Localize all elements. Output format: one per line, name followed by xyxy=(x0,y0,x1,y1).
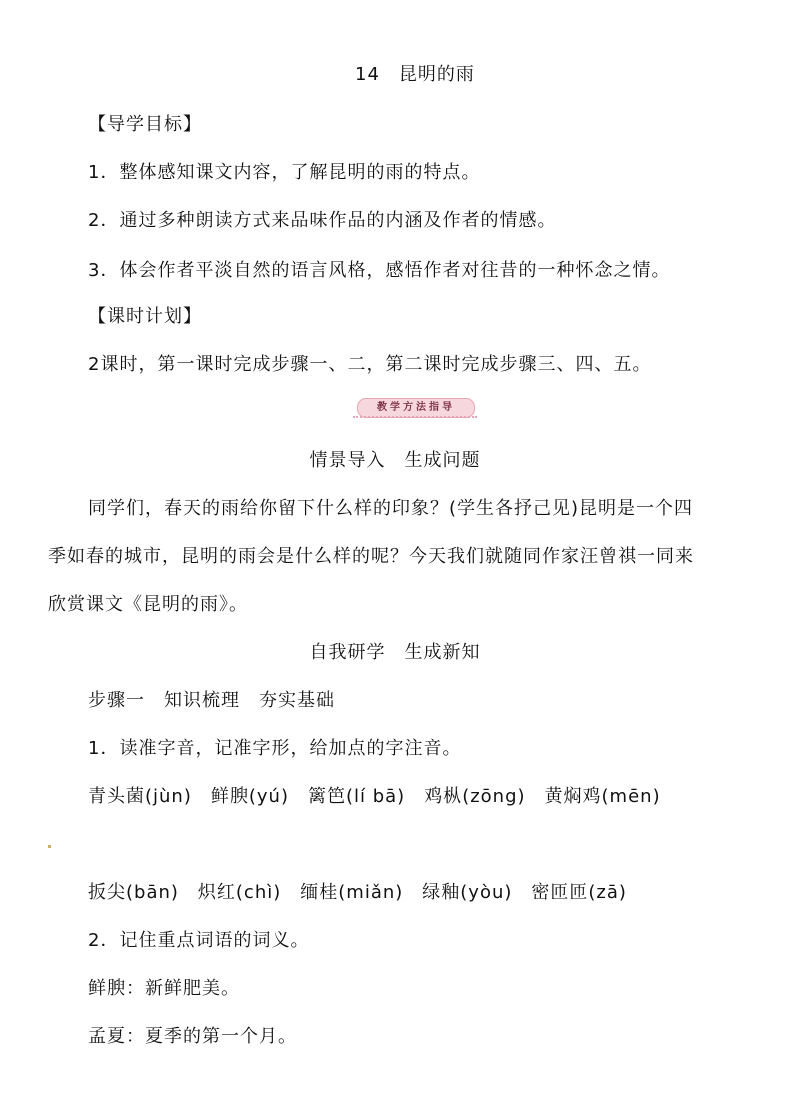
badge-underline xyxy=(353,416,477,422)
task2-text: 2．记住重点词语的词义。 xyxy=(88,930,310,951)
intro-para-line-2: 季如春的城市，昆明的雨会是什么样的呢？今天我们就随同作家汪曾祺一同来 xyxy=(48,546,694,567)
plan-heading: 【课时计划】 xyxy=(88,306,202,327)
pinyin-row-2: 扳尖(bān) 炽红(chì) 缅桂(miǎn) 绿釉(yòu) 密匝匝(zā) xyxy=(88,882,627,903)
task1-text: 1．读准字音，记准字形，给加点的字注音。 xyxy=(88,738,462,759)
intro-para-line-3: 欣赏课文《昆明的雨》。 xyxy=(48,594,248,615)
stray-mark xyxy=(48,845,51,848)
goal-item-3: 3．体会作者平淡自然的语言风格，感悟作者对往昔的一种怀念之情。 xyxy=(88,260,671,281)
plan-text: 2课时，第一课时完成步骤一、二，第二课时完成步骤三、四、五。 xyxy=(88,354,652,375)
method-badge: 教学方法指导 xyxy=(357,398,475,418)
pinyin-row-1: 青头菌(jùn) 鲜腴(yú) 篱笆(lí bā) 鸡枞(zōng) 黄焖鸡(mēn) xyxy=(88,786,661,807)
definition-1: 鲜腴：新鲜肥美。 xyxy=(88,978,240,999)
goals-heading: 【导学目标】 xyxy=(88,114,202,135)
step1-heading: 步骤一 知识梳理 夯实基础 xyxy=(88,690,335,711)
intro-heading: 情景导入 生成问题 xyxy=(309,450,481,471)
goal-item-1: 1．整体感知课文内容，了解昆明的雨的特点。 xyxy=(88,162,481,183)
definition-2: 孟夏：夏季的第一个月。 xyxy=(88,1026,297,1047)
intro-para-line-1: 同学们，春天的雨给你留下什么样的印象？(学生各抒己见)昆明是一个四 xyxy=(88,498,694,519)
self-study-heading: 自我研学 生成新知 xyxy=(309,642,481,663)
page-title: 14 昆明的雨 xyxy=(355,64,475,85)
goal-item-2: 2．通过多种朗读方式来品味作品的内涵及作者的情感。 xyxy=(88,210,557,231)
